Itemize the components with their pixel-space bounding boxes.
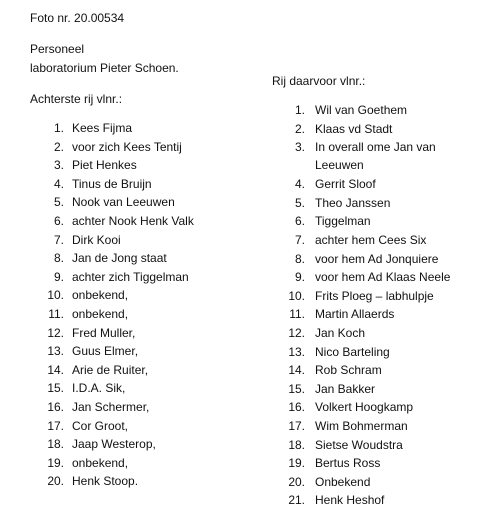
item-number: 2. <box>53 139 64 154</box>
person-name: Tiggelman <box>315 214 371 229</box>
person-name: Henk Heshof <box>315 493 385 508</box>
person-name: voor zich Kees Tentij <box>72 139 182 154</box>
person-name: Sietse Woudstra <box>315 437 403 452</box>
person-name: Jan Bakker <box>315 381 376 396</box>
person-name: Henk Stoop. <box>72 474 139 489</box>
item-number: 12. <box>47 325 64 340</box>
item-number: 6. <box>53 213 64 228</box>
left-list-item <box>0 435 260 454</box>
right-list-item <box>260 250 500 269</box>
item-number: 17. <box>288 418 305 433</box>
item-number: 4. <box>294 177 305 192</box>
left-list-item <box>0 193 260 212</box>
item-number: 20. <box>288 474 305 489</box>
right-list-item <box>260 324 500 343</box>
item-number: 21. <box>288 493 305 508</box>
staff-label: Personeel <box>30 42 85 56</box>
item-number: 3. <box>53 158 64 173</box>
item-number: 10. <box>47 288 64 303</box>
person-name: Rob Schram <box>315 363 382 378</box>
person-name: Gerrit Sloof <box>315 177 376 192</box>
item-number: 20. <box>47 474 64 489</box>
person-name: Onbekend <box>315 474 371 489</box>
person-name: Jan Schermer, <box>72 399 150 414</box>
left-list-item <box>0 342 260 361</box>
left-list-item <box>0 305 260 324</box>
left-list-item <box>0 398 260 417</box>
item-number: 2. <box>294 121 305 136</box>
right-list-item <box>260 305 500 324</box>
item-number: 1. <box>294 103 305 117</box>
right-list-item <box>260 120 500 139</box>
item-number: 5. <box>53 195 64 210</box>
item-number: 17. <box>47 418 64 433</box>
left-list-item <box>0 286 260 305</box>
right-list-item <box>260 417 500 436</box>
person-name: Frits Ploeg – labhulpje <box>315 288 434 303</box>
item-number: 8. <box>53 251 64 266</box>
left-list-item <box>0 231 260 250</box>
person-name: Klaas vd Stadt <box>315 121 393 136</box>
person-name: I.D.A. Sik, <box>72 381 126 396</box>
item-number: 13. <box>47 344 64 359</box>
left-list-item <box>0 379 260 398</box>
right-list-item <box>260 473 500 492</box>
person-name: onbekend, <box>72 288 129 303</box>
right-list-item <box>260 268 500 287</box>
item-number: 15. <box>47 381 64 396</box>
person-name: onbekend, <box>72 455 129 470</box>
left-list-item <box>0 119 260 138</box>
person-name: Guus Elmer, <box>72 344 139 359</box>
right-list-item <box>260 231 500 250</box>
item-number: 18. <box>47 437 64 452</box>
item-number: 13. <box>288 344 305 359</box>
person-name: Nook van Leeuwen <box>72 195 175 210</box>
photo-number: Foto nr. 20.00534 <box>30 11 125 25</box>
person-name: Jan de Jong staat <box>72 251 167 266</box>
item-number: 14. <box>288 363 305 378</box>
item-number: 4. <box>53 176 64 191</box>
person-name: Theo Janssen <box>315 195 391 210</box>
person-name: In overall ome Jan van Leeuwen <box>315 140 436 173</box>
back-row-heading: Achterste rij vlnr.: <box>30 92 123 106</box>
right-list-item <box>260 343 500 362</box>
person-name: Piet Henkes <box>72 158 137 173</box>
person-name: Volkert Hoogkamp <box>315 400 414 415</box>
item-number: 16. <box>288 400 305 415</box>
item-number: 5. <box>294 195 305 210</box>
item-number: 9. <box>53 269 64 284</box>
item-number: 3. <box>294 140 305 155</box>
item-number: 19. <box>288 456 305 471</box>
person-name: achter zich Tiggelman <box>72 269 189 284</box>
right-list-item <box>260 287 500 306</box>
item-number: 7. <box>294 232 305 247</box>
person-name: achter hem Cees Six <box>315 232 427 247</box>
person-name: Jan Koch <box>315 325 366 340</box>
item-number: 18. <box>288 437 305 452</box>
item-number: 14. <box>47 362 64 377</box>
person-name: Cor Groot, <box>72 418 129 433</box>
person-name: Fred Muller, <box>72 325 136 340</box>
person-name: Arie de Ruiter, <box>72 362 149 377</box>
person-name: voor hem Ad Jonquiere <box>315 251 439 266</box>
left-list-item <box>0 472 260 491</box>
person-name: Martin Allaerds <box>315 307 395 322</box>
item-number: 11. <box>289 307 305 322</box>
item-number: 15. <box>288 381 305 396</box>
item-number: 6. <box>294 214 305 229</box>
right-list-item <box>260 361 500 380</box>
item-number: 11. <box>48 306 64 321</box>
item-number: 16. <box>47 399 64 414</box>
left-list-item <box>0 417 260 436</box>
left-list-item <box>0 156 260 175</box>
item-number: 1. <box>53 121 64 135</box>
person-name: Wil van Goethem <box>315 103 408 117</box>
right-list-item <box>260 194 500 213</box>
right-list-item <box>260 138 500 175</box>
left-list-item <box>0 175 260 194</box>
laboratory-name: laboratorium Pieter Schoen. <box>30 61 179 75</box>
person-name: Dirk Kooi <box>72 232 121 247</box>
person-name: Nico Barteling <box>315 344 390 359</box>
right-list-item <box>260 491 500 510</box>
left-list-item <box>0 138 260 157</box>
left-list-item <box>0 361 260 380</box>
left-list-item <box>0 268 260 287</box>
right-list-item <box>260 212 500 231</box>
right-list-item <box>260 398 500 417</box>
left-list-item <box>0 212 260 231</box>
right-list-item <box>260 380 500 399</box>
front-row-list <box>260 101 500 510</box>
item-number: 8. <box>294 251 305 266</box>
item-number: 9. <box>294 270 305 285</box>
item-number: 7. <box>53 232 64 247</box>
front-row-heading: Rij daarvoor vlnr.: <box>272 74 366 88</box>
person-name: Bertus Ross <box>315 456 381 471</box>
right-list-item <box>260 101 500 120</box>
person-name: Tinus de Bruijn <box>72 176 152 191</box>
left-list-item <box>0 324 260 343</box>
left-list-item <box>0 249 260 268</box>
left-list-item <box>0 454 260 473</box>
person-name: Kees Fijma <box>72 121 133 135</box>
person-name: achter Nook Henk Valk <box>72 213 194 228</box>
person-name: voor hem Ad Klaas Neele <box>315 270 451 285</box>
right-list-item <box>260 454 500 473</box>
item-number: 10. <box>288 288 305 303</box>
item-number: 19. <box>47 455 64 470</box>
item-number: 12. <box>288 325 305 340</box>
right-list-item <box>260 175 500 194</box>
person-name: Jaap Westerop, <box>72 437 156 452</box>
back-row-list <box>0 119 260 491</box>
person-name: onbekend, <box>72 306 129 321</box>
right-list-item <box>260 436 500 455</box>
person-name: Wim Bohmerman <box>315 418 408 433</box>
